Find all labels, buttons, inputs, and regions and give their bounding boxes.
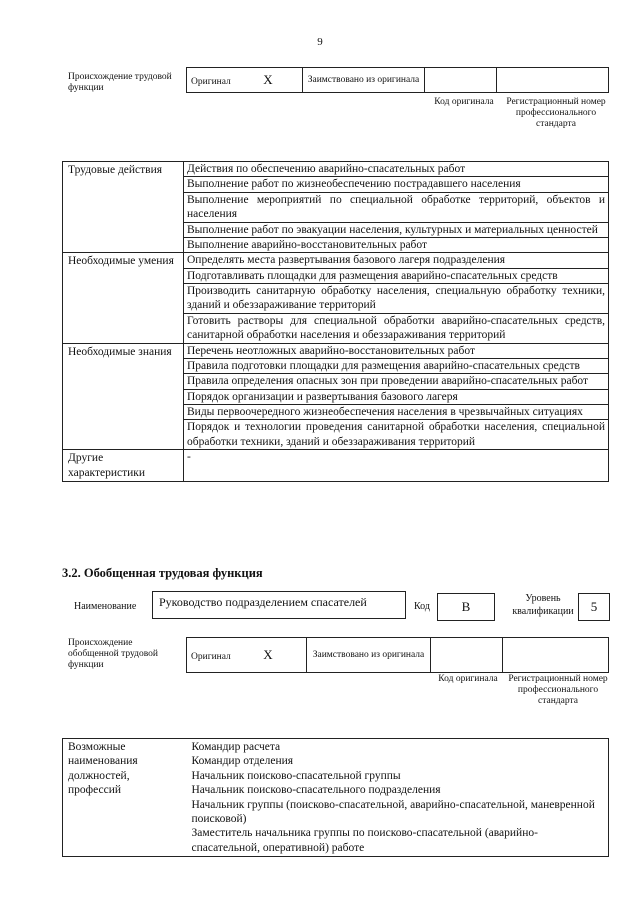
origin-original-cell	[187, 68, 303, 93]
code-value: В	[437, 593, 495, 621]
level-label: Уровень квалификации	[512, 593, 574, 617]
level-value: 5	[578, 593, 610, 621]
knowledge-row: Правила подготовки площадки для размещения аварийно-спасательных средств	[184, 358, 609, 373]
original-code-cell	[425, 68, 497, 93]
positions-label: Возможные наименования должностей, профессий	[68, 741, 138, 797]
knowledge-row: Виды первоочередного жизнеобеспечения населения в чрезвычайных ситуациях	[184, 405, 609, 420]
action-row: Действия по обеспечению аварийно-спасательных работ	[184, 162, 609, 177]
origin2-table	[186, 637, 609, 673]
position-item: Начальник поисково-спасательного подразделения	[191, 784, 441, 797]
action-row: Выполнение работ по эвакуации населения, культурных и материальных ценностей	[184, 222, 609, 237]
skill-row: Производить санитарную обработку населения, специальную обработку техники, зданий и обеззараживание территорий	[184, 284, 609, 314]
name-value: Руководство подразделением спасателей	[152, 591, 406, 619]
reg-number-cell	[503, 638, 609, 673]
position-item: Начальник поисково-спасательной группы	[191, 769, 401, 782]
positions-table	[62, 738, 609, 857]
code-caption: Код оригинала	[438, 674, 498, 684]
skill-row: Готовить растворы для специальной обработки аварийно-спасательных средств, санитарной обработки населения и обеззараживания территорий	[184, 313, 609, 343]
knowledge-label: Необходимые знания	[63, 343, 184, 450]
original-label: Оригинал	[191, 651, 231, 662]
reg-caption: Регистрационный номер профессионального стандарта	[506, 97, 606, 129]
reg-caption: Регистрационный номер профессионального стандарта	[508, 674, 608, 706]
knowledge-row: Порядок и технологии проведения санитарной обработки населения, специальной обработки техники, зданий и обеззараживания территорий	[184, 420, 609, 450]
section-title: 3.2. Обобщенная трудовая функция	[62, 566, 263, 580]
action-row: Выполнение работ по жизнеобеспечению пострадавшего населения	[184, 177, 609, 192]
borrowed-label: Заимствовано из оригинала	[307, 638, 431, 673]
skills-label: Необходимые умения	[63, 253, 184, 343]
origin-table	[186, 67, 609, 93]
position-item: Начальник группы (поисково-спасательной, аварийно-спасательной, маневренной поисковой)	[191, 798, 595, 825]
knowledge-row: Порядок организации и развертывания базового лагеря	[184, 389, 609, 404]
original-mark: X	[263, 646, 273, 662]
action-row: Выполнение мероприятий по специальной обработке территорий, объектов и населения	[184, 192, 609, 222]
code-label: Код	[414, 601, 430, 612]
labor-function-table	[62, 161, 609, 482]
position-item: Командир расчета	[191, 741, 281, 753]
original-label: Оригинал	[191, 76, 231, 87]
code-caption: Код оригинала	[434, 97, 494, 107]
position-item: Заместитель начальника группы по поисково-спасательной (аварийно-спасательной, оперативной) работе	[191, 827, 538, 854]
actions-label: Трудовые действия	[63, 162, 184, 253]
reg-number-cell	[497, 68, 609, 93]
original-code-cell	[431, 638, 503, 673]
original-mark: X	[263, 71, 273, 87]
skill-row: Подготавливать площадки для размещения аварийно-спасательных средств	[184, 268, 609, 283]
skill-row: Определять места развертывания базового лагеря подразделения	[184, 253, 609, 268]
knowledge-row: Перечень неотложных аварийно-восстановительных работ	[184, 343, 609, 358]
position-item: Командир отделения	[191, 755, 294, 768]
borrowed-label: Заимствовано из оригинала	[303, 68, 425, 93]
action-row: Выполнение аварийно-восстановительных работ	[184, 237, 609, 252]
origin2-original-cell	[187, 638, 307, 673]
origin-label: Происхождение трудовой функции	[68, 72, 172, 93]
page-number: 9	[317, 36, 323, 48]
other-label: Другие характеристики	[63, 450, 184, 482]
knowledge-row: Правила определения опасных зон при проведении аварийно-спасательных работ	[184, 374, 609, 389]
other-value: -	[184, 450, 609, 482]
origin2-label: Происхождение обобщенной трудовой функции	[68, 638, 158, 670]
name-label: Наименование	[74, 601, 137, 612]
